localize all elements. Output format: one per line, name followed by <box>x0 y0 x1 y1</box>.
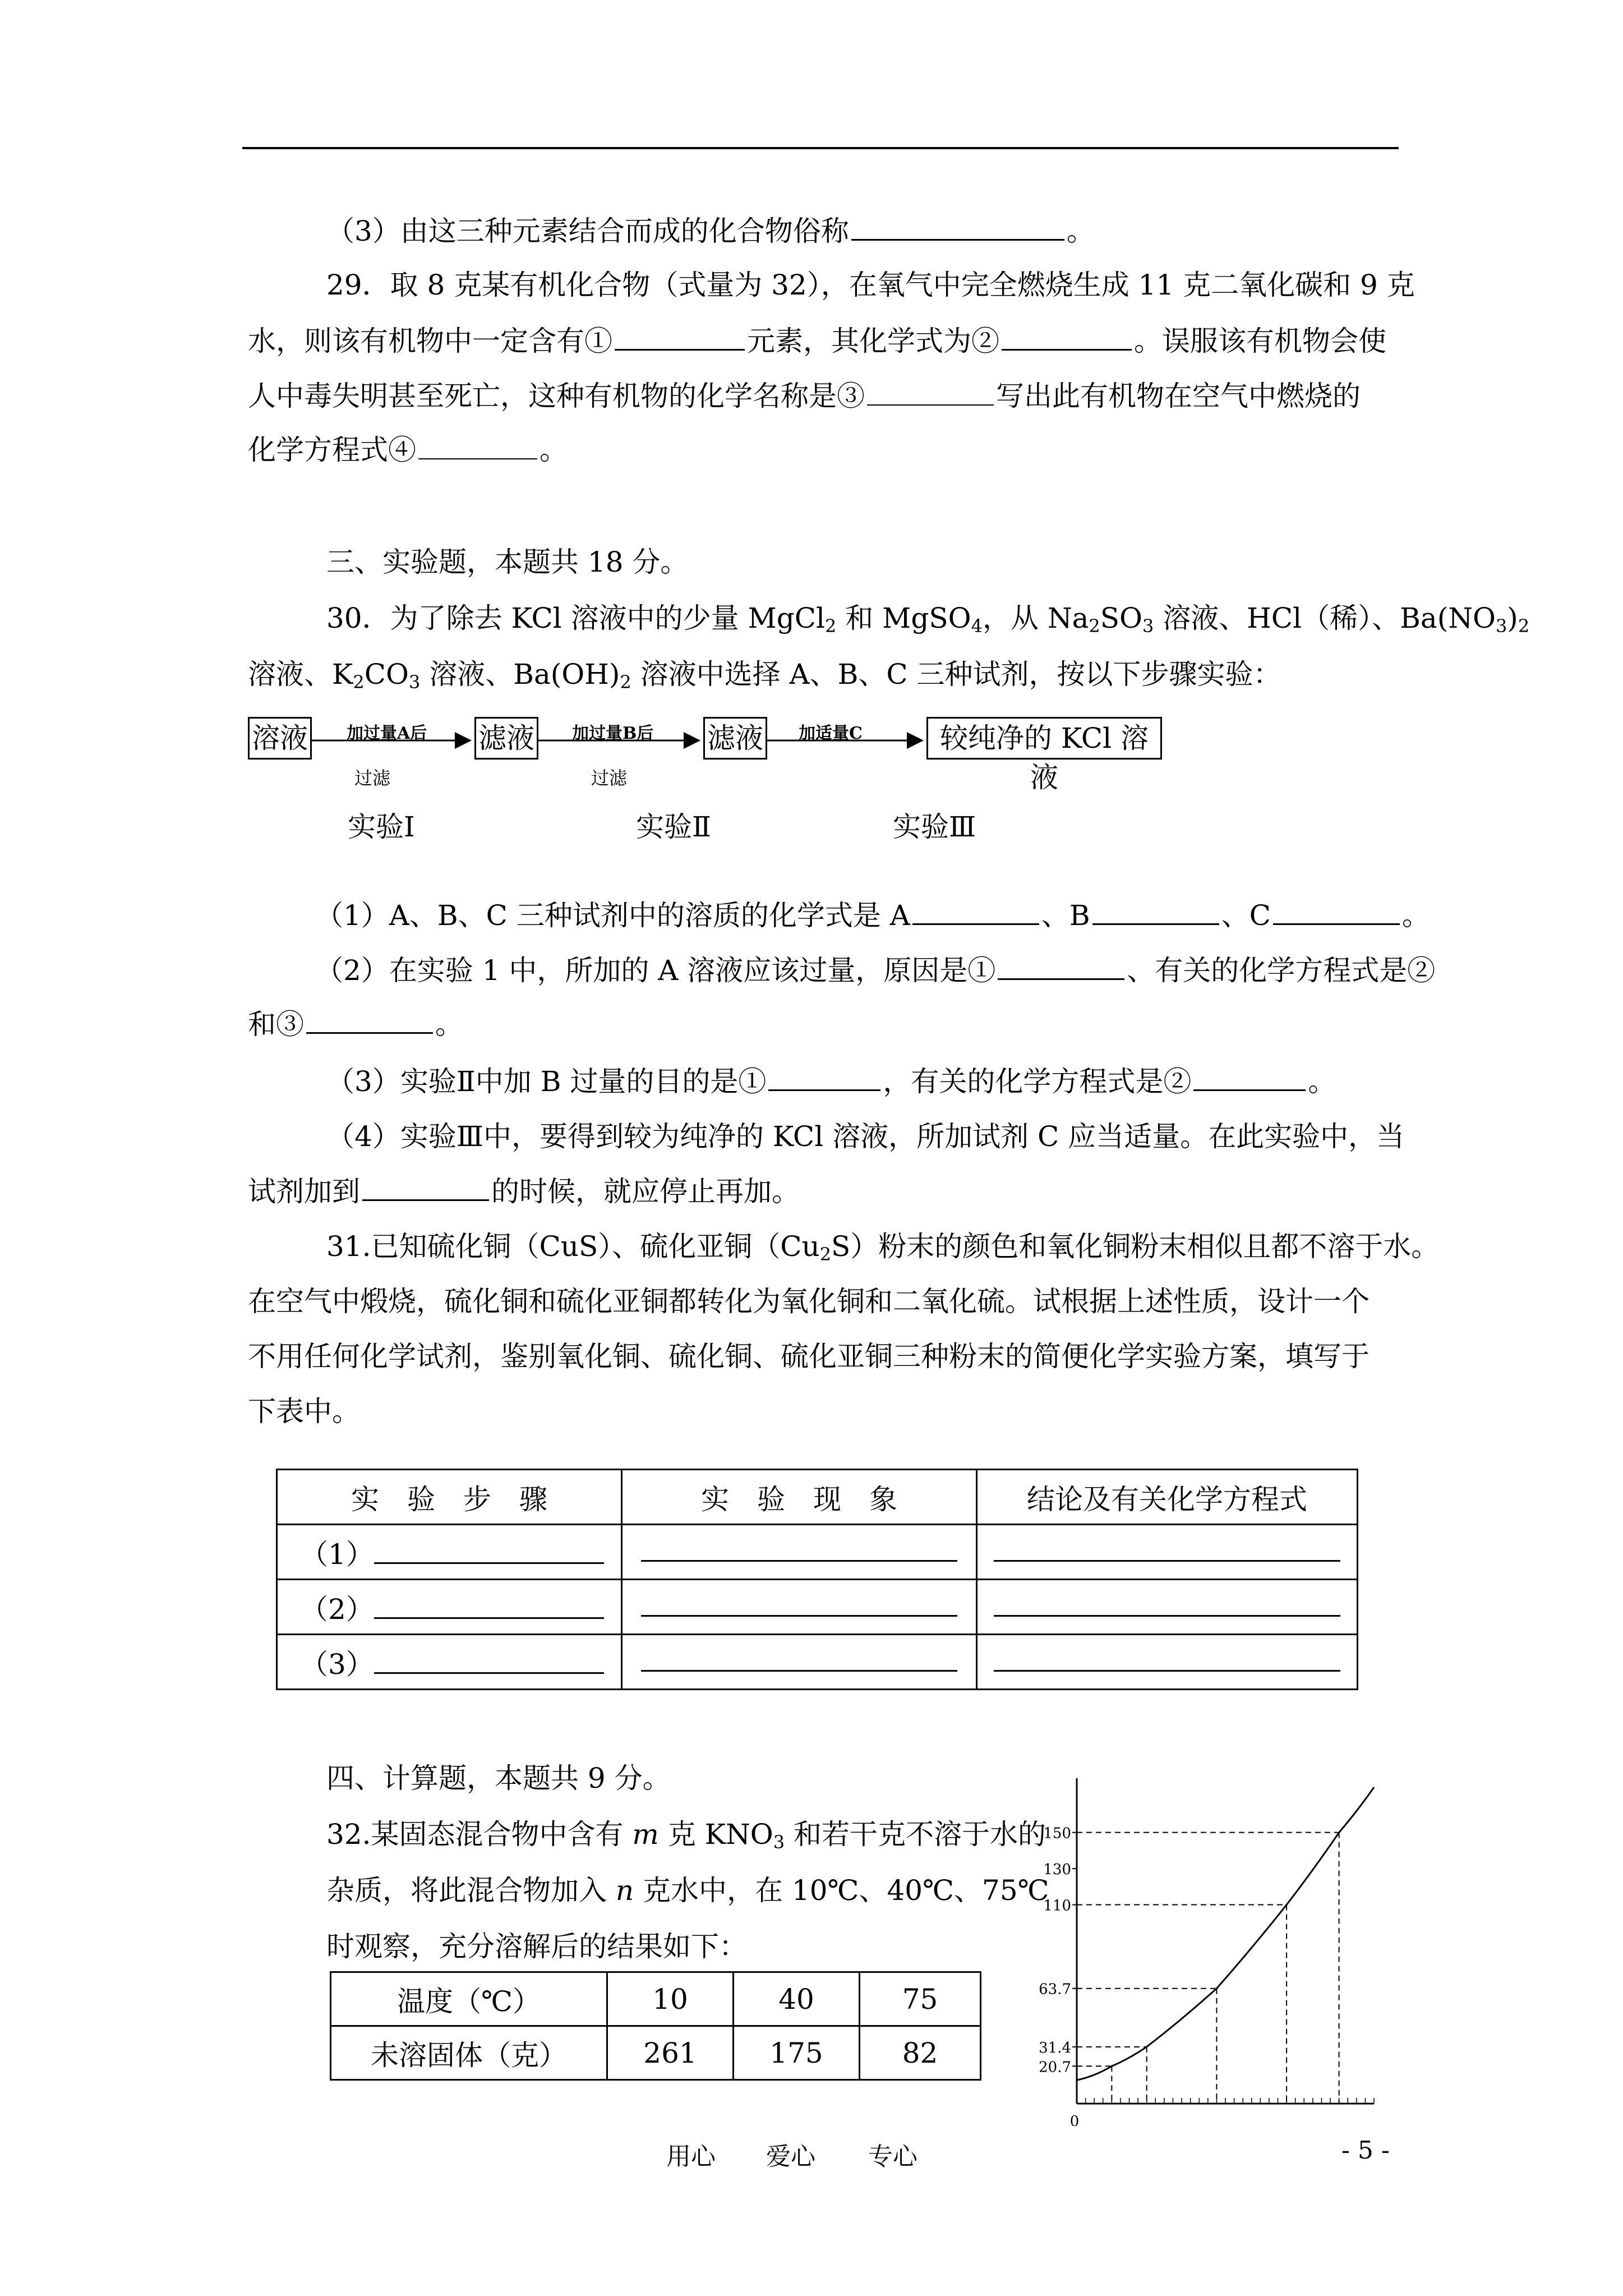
flow-box-filtrate-1: 滤液 <box>474 717 538 760</box>
q32-var-m: m <box>632 1818 659 1851</box>
q32-cell: 261 <box>607 2026 734 2080</box>
subscript: 3 <box>1495 615 1507 637</box>
q29-line1: 29．取 8 克某有机化合物（式量为 32），在氧气中完全燃烧生成 11 克二氧化碳和 9 克 <box>326 269 1415 301</box>
q31-step-cell <box>277 1525 622 1580</box>
q29-line2-a: 水，则该有机物中一定含有① <box>248 325 612 357</box>
experiment-label-2: 实验Ⅱ <box>636 811 711 843</box>
q31-conclusion-cell <box>977 1525 1358 1580</box>
q30-part2-a: （2）在实验 1 中，所加的 A 溶液应该过量，原因是① <box>315 954 996 987</box>
chart-solubility-curve <box>1077 1787 1374 2080</box>
answer-blank[interactable] <box>374 1650 604 1674</box>
flow-arrow3-label: 加适量C <box>799 724 863 743</box>
q32-cell: 10 <box>607 1972 734 2026</box>
subscript: 3 <box>773 1832 785 1853</box>
q31-phenomenon-cell <box>622 1525 977 1580</box>
answer-blank[interactable] <box>306 1007 433 1034</box>
q31-line3: 不用任何化学试剂，鉴别氧化铜、硫化铜、硫化亚铜三种粉末的简便化学实验方案，填写于 <box>248 1340 1370 1373</box>
q31-line2: 在空气中煅烧，硫化铜和硫化亚铜都转化为氧化铜和二氧化硫。试根据上述性质，设计一个 <box>248 1285 1370 1318</box>
q31-header-phenomena: 实 验 现 象 <box>622 1470 977 1525</box>
footer-left: 用心 <box>666 2142 716 2171</box>
subscript: 4 <box>971 615 983 637</box>
experiment-label-1: 实验Ⅰ <box>348 811 415 843</box>
q31-text: 31.已知硫化铜（CuS）、硫化亚铜（Cu <box>326 1230 820 1263</box>
q31-header-conclusion: 结论及有关化学方程式 <box>977 1470 1358 1525</box>
chart-y-tick-label: 150 <box>1043 1825 1071 1842</box>
q31-phenomenon-cell <box>622 1580 977 1635</box>
q28-part3-text: （3）由这三种元素结合而成的化合物俗称 <box>326 215 849 247</box>
answer-blank[interactable] <box>912 899 1039 925</box>
flow-arrow1-sublabel: 过滤 <box>354 767 391 789</box>
section4-heading: 四、计算题，本题共 9 分。 <box>326 1762 671 1795</box>
q30-part4-cont <box>248 1175 800 1208</box>
answer-blank[interactable] <box>374 1540 604 1564</box>
q30-part3-c: 。 <box>1308 1065 1336 1098</box>
answer-blank[interactable] <box>374 1595 604 1619</box>
q30-text: 溶液、K <box>248 658 353 691</box>
q32-text: 杂质，将此混合物加入 <box>326 1874 616 1907</box>
solubility-chart <box>1032 1767 1391 2126</box>
q30-text: ，从 Na <box>982 602 1089 634</box>
q31-phenomenon-cell <box>622 1635 977 1690</box>
subscript: 2 <box>819 1244 832 1265</box>
subscript: 2 <box>620 671 631 693</box>
q31-line1 <box>326 1230 1439 1271</box>
answer-blank[interactable] <box>362 1175 489 1201</box>
q31-conclusion-cell <box>977 1580 1358 1635</box>
q32-line3: 时观察，充分溶解后的结果如下： <box>326 1930 747 1963</box>
subscript: 2 <box>353 671 365 693</box>
subscript: 2 <box>1089 615 1100 637</box>
q31-table-header-row <box>277 1470 1358 1525</box>
answer-blank[interactable] <box>641 1538 957 1562</box>
q30-part2-cont <box>248 1007 463 1041</box>
answer-blank[interactable] <box>641 1593 957 1617</box>
q32-text: 32.某固态混合物中含有 <box>326 1818 633 1851</box>
q30-text: ) <box>1507 602 1518 634</box>
q30-text: SO <box>1100 602 1143 634</box>
q30-part2 <box>315 954 1435 987</box>
q31-row-label: （2） <box>300 1593 374 1626</box>
flow-box-kcl: 较纯净的 KCl 溶液 <box>926 717 1162 760</box>
subscript: 2 <box>1518 615 1530 637</box>
chart-y-tick-label: 20.7 <box>1039 2059 1071 2076</box>
q29-line4-a: 化学方程式④ <box>248 434 416 466</box>
flow-box-solution: 溶液 <box>248 717 312 760</box>
q30-part4: （4）实验Ⅲ中，要得到较为纯净的 KCl 溶液，所加试剂 C 应当适量。在此实验中，当 <box>326 1120 1405 1153</box>
q30-text: 30．为了除去 KCl 溶液中的少量 MgCl <box>326 602 826 634</box>
q31-table <box>276 1469 1358 1690</box>
footer-mid: 爱心 <box>766 2142 815 2171</box>
q30-part1-d: 。 <box>1401 899 1430 932</box>
q30-part3-b: ，有关的化学方程式是② <box>883 1065 1192 1098</box>
chart-origin-label: 0 <box>1069 2113 1080 2126</box>
q30-text: 溶液、HCl（稀）、Ba(NO <box>1154 602 1496 634</box>
flow-arrows <box>0 0 1623 785</box>
q32-var-n: n <box>615 1874 634 1907</box>
answer-blank[interactable] <box>768 1065 880 1091</box>
answer-blank[interactable] <box>1193 1065 1306 1091</box>
q30-part3-a: （3）实验Ⅱ中加 B 过量的目的是① <box>326 1065 767 1098</box>
q32-cell: 40 <box>734 1972 860 2026</box>
page-number: - 5 - <box>1341 2136 1390 2165</box>
q32-cell: 75 <box>860 1972 981 2026</box>
q32-cell: 82 <box>860 2026 981 2080</box>
q32-line1 <box>326 1818 1046 1859</box>
q30-part4-c: 的时候，就应停止再加。 <box>491 1175 800 1208</box>
subscript: 3 <box>408 671 421 693</box>
q30-part2-d: 。 <box>435 1008 463 1041</box>
q29-line3-b: 写出此有机物在空气中燃烧的 <box>996 380 1361 412</box>
q29-line4-b: 。 <box>540 434 568 466</box>
q32-text: 和若干克不溶于水的 <box>785 1818 1046 1851</box>
q30-part1-a: （1）A、B、C 三种试剂中的溶质的化学式是 A <box>315 899 910 932</box>
q30-part1-c: 、C <box>1221 899 1271 932</box>
q31-step-cell <box>277 1635 622 1690</box>
table-row <box>331 1972 981 2026</box>
chart-y-tick-label: 130 <box>1043 1861 1071 1879</box>
flow-arrow2-sublabel: 过滤 <box>591 767 628 789</box>
q30-part2-c: 和③ <box>248 1008 304 1041</box>
q32-cell: 175 <box>734 2026 860 2080</box>
table-row <box>277 1580 1358 1635</box>
subscript: 2 <box>825 615 837 637</box>
q32-text: 克 KNO <box>658 1818 773 1851</box>
q29-line3-a: 人中毒失明甚至死亡，这种有机物的化学名称是③ <box>248 380 865 412</box>
q28-part3-end: 。 <box>1066 215 1095 247</box>
q32-line2 <box>326 1874 1049 1907</box>
chart-y-tick-label: 110 <box>1043 1897 1071 1915</box>
table-row <box>331 2026 981 2080</box>
flow-box-filtrate-2: 滤液 <box>703 717 767 760</box>
section3-heading: 三、实验题，本题共 18 分。 <box>326 546 689 578</box>
chart-y-tick-label: 63.7 <box>1039 1981 1071 1998</box>
q31-step-cell <box>277 1580 622 1635</box>
q32-cell: 温度（℃） <box>331 1972 607 2026</box>
q30-text: CO <box>364 658 409 691</box>
q30-part2-b: 、有关的化学方程式是② <box>1127 954 1436 987</box>
answer-blank[interactable] <box>998 954 1124 980</box>
q31-row-label: （1） <box>300 1538 374 1571</box>
q29-line2-c: 。误服该有机物会使 <box>1134 325 1386 357</box>
flow-arrow1-label: 加过量A后 <box>347 724 427 743</box>
q31-text: S）粉末的颜色和氧化铜粉末相似且都不溶于水。 <box>831 1230 1440 1263</box>
q30-text: 和 MgSO <box>836 602 971 634</box>
q31-line4: 下表中。 <box>248 1395 360 1428</box>
q30-part1-b: 、B <box>1041 899 1090 932</box>
q30-text: 溶液中选择 A、B、C 三种试剂，按以下步骤实验： <box>631 658 1281 691</box>
answer-blank[interactable] <box>1273 899 1400 925</box>
q29-line2-b: 元素，其化学式为② <box>747 325 999 357</box>
q31-row-label: （3） <box>300 1648 374 1681</box>
q31-header-steps: 实 验 步 骤 <box>277 1470 622 1525</box>
answer-blank[interactable] <box>1092 899 1219 925</box>
q30-part3 <box>326 1065 1336 1098</box>
q31-conclusion-cell <box>977 1635 1358 1690</box>
experiment-label-3: 实验Ⅲ <box>893 811 976 843</box>
answer-blank[interactable] <box>994 1648 1340 1672</box>
table-row <box>277 1525 1358 1580</box>
table-row <box>277 1635 1358 1690</box>
answer-blank[interactable] <box>641 1648 957 1672</box>
subscript: 3 <box>1142 615 1154 637</box>
answer-blank[interactable] <box>994 1593 1340 1617</box>
flow-arrow2-label: 加过量B后 <box>572 724 654 743</box>
q32-cell: 未溶固体（克） <box>331 2026 607 2080</box>
answer-blank[interactable] <box>994 1538 1340 1562</box>
q32-text: 克水中，在 10℃、40℃、75℃ <box>634 1874 1049 1907</box>
q30-text: 溶液、Ba(OH) <box>420 658 620 691</box>
q32-table <box>330 1971 981 2081</box>
q30-part1 <box>315 899 1430 932</box>
chart-y-tick-label: 31.4 <box>1039 2039 1071 2056</box>
q30-part4-b: 试剂加到 <box>248 1175 360 1208</box>
footer-right: 专心 <box>868 2142 917 2171</box>
